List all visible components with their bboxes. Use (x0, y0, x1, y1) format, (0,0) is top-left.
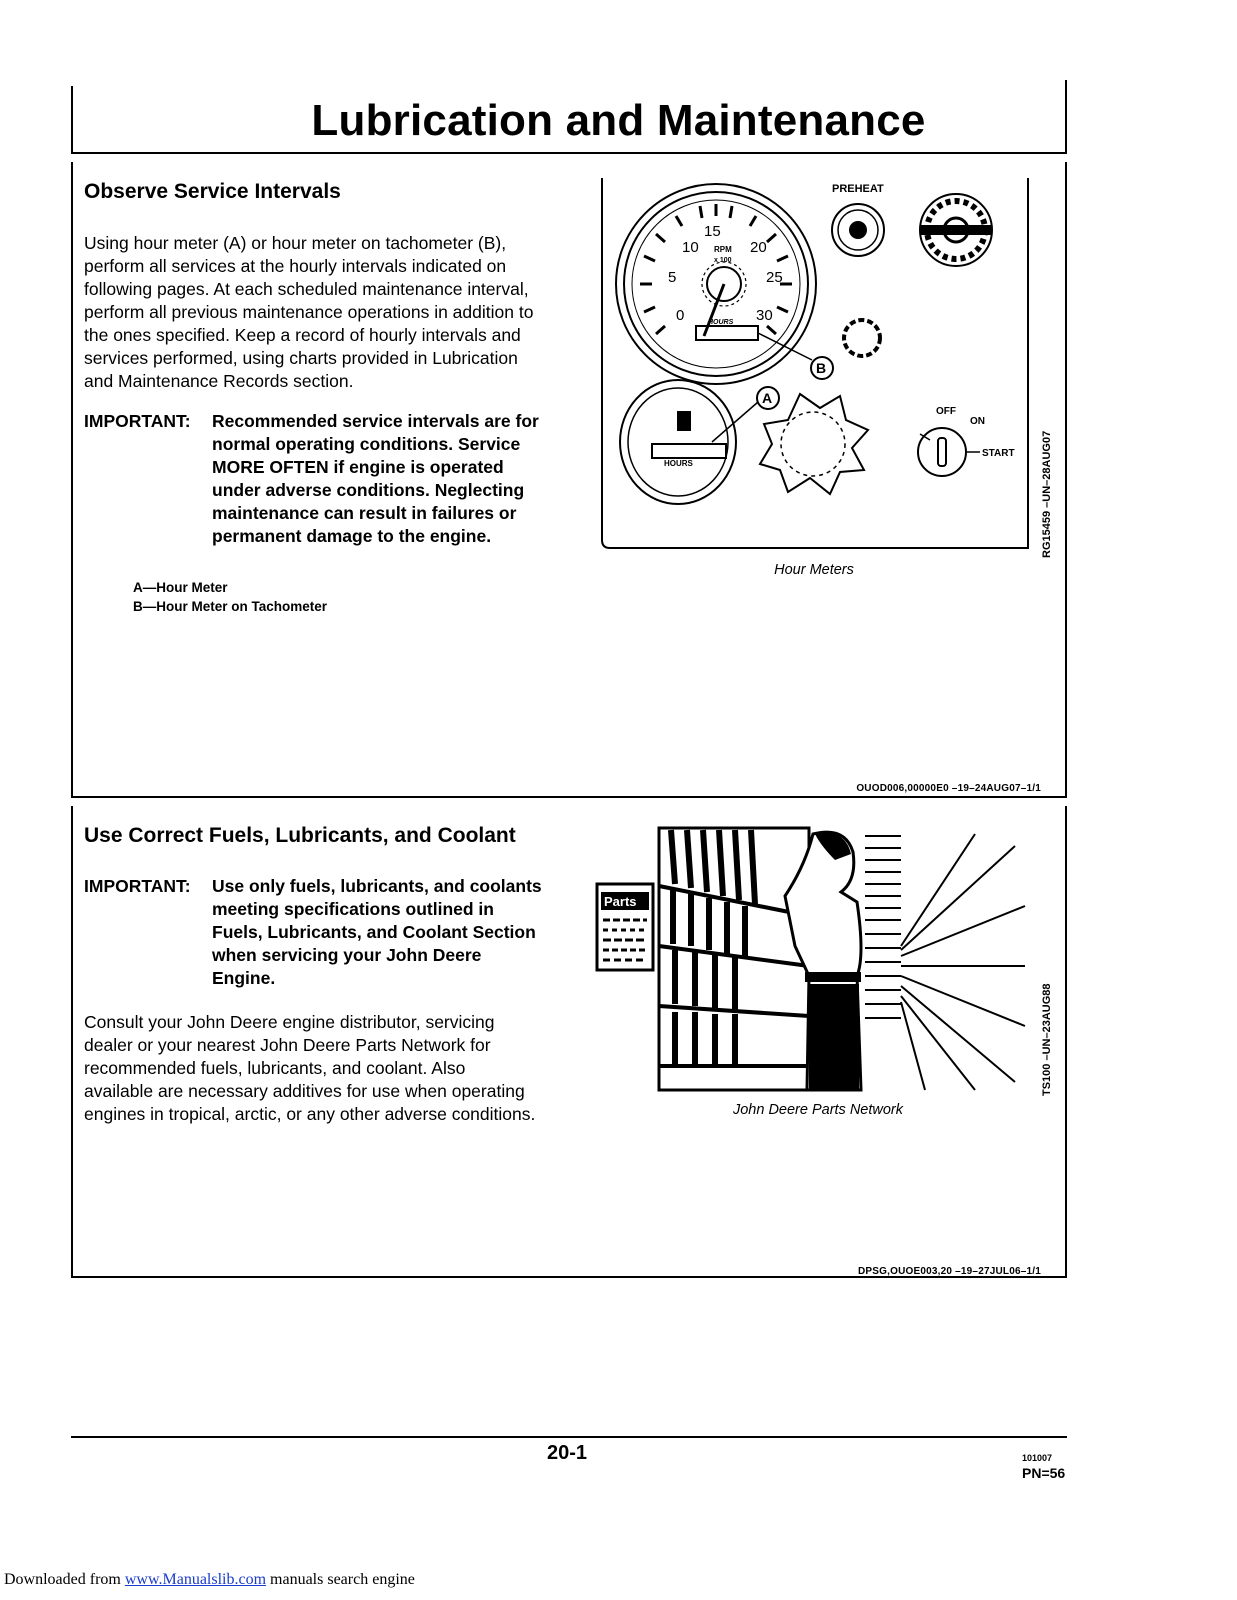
key-start-label: START (982, 448, 1015, 459)
section1-right-rule (1065, 162, 1067, 798)
figure1-vertical-ref: RG15459 –UN–28AUG07 (1041, 430, 1053, 558)
section2-title: Use Correct Fuels, Lubricants, and Coolant (84, 824, 516, 847)
parts-sign-label: Parts (604, 894, 637, 909)
paragraph-line: Using hour meter (A) or hour meter on tachometer (B), (84, 233, 507, 253)
paragraph-line: services performed, using charts provided in Lubrication (84, 348, 518, 368)
manualslib-link[interactable]: www.Manualslib.com (124, 1571, 267, 1588)
download-suffix: manuals search engine (266, 1571, 415, 1588)
tach-number-5: 5 (668, 269, 677, 286)
paragraph-line: engines in tropical, arctic, or any other adverse conditions. (84, 1104, 536, 1124)
section1-legend (133, 578, 327, 616)
title-right-rule (1065, 80, 1067, 154)
key-off-label: OFF (936, 406, 956, 417)
page-number: 20-1 (547, 1442, 588, 1464)
important-text (212, 875, 542, 990)
section2-left-rule (71, 806, 73, 1278)
hour-meters-figure (600, 176, 1030, 552)
paragraph-line: following pages. At each scheduled maintenance interval, (84, 279, 529, 299)
important-line: Recommended service intervals are for (212, 411, 539, 431)
important-line: Engine. (212, 968, 276, 988)
important-line: MORE OFTEN if engine is operated (212, 457, 504, 477)
paragraph-line: perform all services at the hourly intervals indicated on (84, 256, 507, 276)
tach-hours-label: HOURS (708, 319, 734, 326)
download-prefix: Downloaded from (4, 1571, 125, 1588)
important-line: normal operating conditions. Service (212, 434, 521, 454)
important-line: Fuels, Lubricants, and Coolant Section (212, 922, 536, 942)
important-line: maintenance can result in failures or (212, 503, 517, 523)
tach-number-20: 20 (750, 239, 767, 256)
section1-bottom-rule (71, 796, 1067, 798)
hour-meter-hours-label: HOURS (664, 459, 693, 468)
important-line: under adverse conditions. Neglecting (212, 480, 525, 500)
legend-item-a: A—Hour Meter (133, 580, 228, 595)
important-line: Use only fuels, lubricants, and coolants (212, 876, 542, 896)
section1-doc-ref: OUOD006,00000E0 –19–24AUG07–1/1 (856, 783, 1041, 794)
important-text (212, 410, 539, 548)
paragraph-line: Consult your John Deere engine distributor, servicing (84, 1012, 495, 1032)
figure2-caption: John Deere Parts Network (732, 1102, 904, 1118)
page-title: Lubrication and Maintenance (311, 96, 926, 145)
tach-number-0: 0 (676, 307, 685, 324)
section1-paragraph (84, 232, 584, 393)
tach-x100-label: x 100 (714, 257, 732, 264)
preheat-label: PREHEAT (832, 183, 884, 195)
figure1-caption: Hour Meters (774, 562, 854, 578)
important-line: permanent damage to the engine. (212, 526, 492, 546)
section2-important (84, 875, 584, 990)
paragraph-line: recommended fuels, lubricants, and coolant. Also (84, 1058, 466, 1078)
tach-number-25: 25 (766, 269, 783, 286)
important-line: when servicing your John Deere (212, 945, 482, 965)
tach-number-15: 15 (704, 223, 721, 240)
title-left-rule (71, 86, 73, 154)
footer-date-code: 101007 (1022, 1453, 1053, 1463)
tach-number-10: 10 (682, 239, 699, 256)
tach-number-30: 30 (756, 307, 773, 324)
important-line: meeting specifications outlined in (212, 899, 494, 919)
paragraph-line: dealer or your nearest John Deere Parts Network for (84, 1035, 491, 1055)
important-label: IMPORTANT: (84, 876, 191, 896)
download-notice (4, 1571, 415, 1589)
section1-left-rule (71, 162, 73, 798)
parts-network-figure (595, 826, 1035, 1094)
important-label: IMPORTANT: (84, 411, 191, 431)
section1-important (84, 410, 584, 548)
legend-item-b: B—Hour Meter on Tachometer (133, 599, 328, 614)
callout-b: B (816, 360, 827, 376)
paragraph-line: and Maintenance Records section. (84, 371, 354, 391)
paragraph-line: perform all previous maintenance operations in addition to (84, 302, 534, 322)
paragraph-line: available are necessary additives for use when operating (84, 1081, 525, 1101)
callout-a: A (762, 390, 773, 406)
paragraph-line: the ones specified. Keep a record of hourly intervals and (84, 325, 521, 345)
title-bottom-rule (71, 152, 1067, 154)
footer-pn: PN=56 (1022, 1465, 1066, 1481)
tach-rpm-label: RPM (714, 245, 732, 254)
footer-rule (71, 1436, 1067, 1438)
key-on-label: ON (970, 416, 985, 427)
section2-paragraph (84, 1011, 584, 1126)
section2-right-rule (1065, 806, 1067, 1278)
figure2-vertical-ref: TS100 –UN–23AUG88 (1041, 983, 1053, 1096)
section2-doc-ref: DPSG,OUOE003,20 –19–27JUL06–1/1 (858, 1266, 1041, 1277)
section1-title: Observe Service Intervals (84, 180, 341, 203)
